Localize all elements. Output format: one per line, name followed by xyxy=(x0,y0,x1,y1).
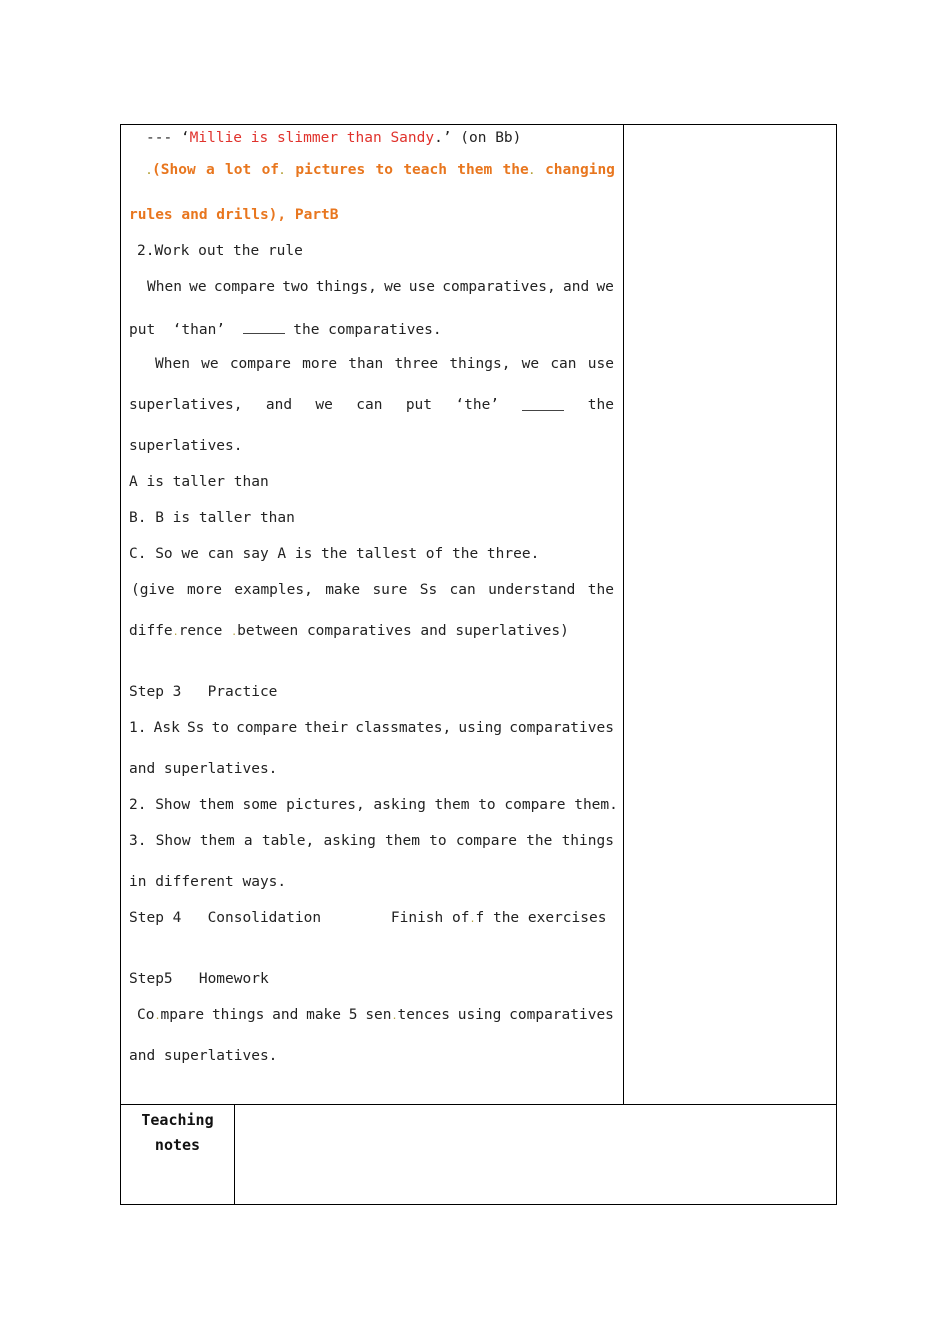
teaching-note-orange: .(Show a lot of. pictures to teach them the. changing xyxy=(146,162,615,178)
step-heading: Step 3 Practice xyxy=(129,684,278,700)
fill-blank[interactable] xyxy=(243,319,285,334)
teaching-notes-label-line1: Teaching xyxy=(141,1111,214,1129)
rule-text: When we compare two things, we use comparatives, and we xyxy=(147,279,614,295)
practice-item: 2. Show them some pictures, asking them to compare them. xyxy=(129,797,618,813)
practice-item: in different ways. xyxy=(129,874,287,890)
practice-item: and superlatives. xyxy=(129,761,278,777)
teaching-notes-label xyxy=(121,1108,234,1158)
practice-item: 3. Show them a table, asking them to compare the things xyxy=(129,833,614,849)
rule-text: superlatives, and we can put ‘the’ the xyxy=(129,397,614,413)
homework-text: Co.mpare things and make 5 sen.tences using comparatives xyxy=(137,1007,614,1023)
step-heading: Step 4 Consolidation Finish of.f the exercises xyxy=(129,910,607,926)
teacher-instruction: diffe.rence .between comparatives and superlatives) xyxy=(129,623,569,639)
homework-text: and superlatives. xyxy=(129,1048,278,1064)
rule-text: put ‘than’ the comparatives. xyxy=(129,319,442,339)
row-divider xyxy=(120,1104,837,1105)
example-sentence: --- ‘Millie is slimmer than Sandy.’ (on Bb) xyxy=(146,130,522,146)
fill-blank[interactable] xyxy=(522,396,564,411)
step-heading: Step5 Homework xyxy=(129,971,269,987)
rule-text: When we compare more than three things, we can use xyxy=(155,356,614,372)
example-line: B. B is taller than xyxy=(129,510,295,526)
practice-item: 1. Ask Ss to compare their classmates, using comparatives xyxy=(129,720,614,736)
example-line: A is taller than xyxy=(129,474,269,490)
example-line: C. So we can say A is the tallest of the three. xyxy=(129,546,540,562)
column-divider xyxy=(623,124,624,1104)
notes-divider xyxy=(234,1104,235,1205)
teaching-note-orange-cont: rules and drills), PartB xyxy=(129,207,339,223)
rule-text: superlatives. xyxy=(129,438,243,454)
section-heading: 2.Work out the rule xyxy=(137,243,303,259)
teaching-notes-label-line2: notes xyxy=(154,1136,201,1154)
teacher-instruction: (give more examples, make sure Ss can understand the xyxy=(131,582,614,598)
